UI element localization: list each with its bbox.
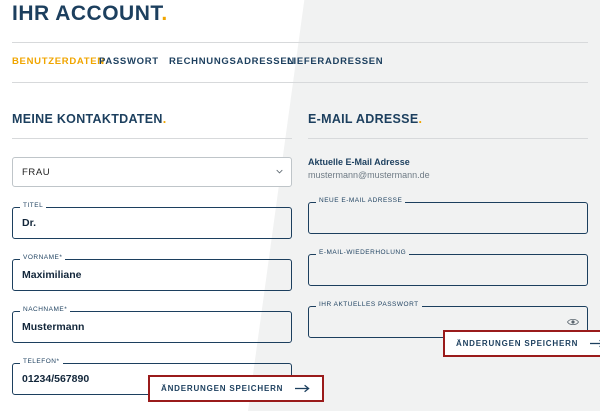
new-email-field xyxy=(308,197,588,234)
tab-benutzerdaten[interactable]: BENUTZERDATEN xyxy=(12,56,105,67)
titel-label: TITEL xyxy=(20,202,46,209)
vorname-label: VORNAME* xyxy=(20,254,65,261)
telefon-label: TELEFON* xyxy=(20,358,63,365)
email-section xyxy=(308,112,588,358)
tab-passwort[interactable]: PASSWORT xyxy=(99,56,159,67)
titel-field xyxy=(12,202,292,239)
tab-bar xyxy=(12,56,588,80)
email-repeat-field xyxy=(308,249,588,286)
email-heading-text: E-MAIL ADRESSE xyxy=(308,112,419,126)
arrow-right-icon xyxy=(295,384,311,393)
page-title-dot: . xyxy=(161,2,168,25)
new-email-input[interactable] xyxy=(308,202,588,234)
current-password-label: IHR AKTUELLES PASSWORT xyxy=(316,301,422,308)
tabs-divider xyxy=(12,82,588,83)
contact-data-section xyxy=(12,112,292,411)
page-title-text: IHR ACCOUNT xyxy=(12,2,162,25)
current-email-label: Aktuelle E-Mail Adresse xyxy=(308,157,410,167)
email-heading-dot: . xyxy=(418,112,423,126)
contact-data-heading-text: MEINE KONTAKTDATEN xyxy=(12,112,163,126)
email-heading xyxy=(308,112,588,126)
nachname-field xyxy=(12,306,292,343)
salutation-select-wrapper xyxy=(12,157,292,187)
save-contact-button[interactable] xyxy=(148,375,324,402)
save-email-button-label: ÄNDERUNGEN SPEICHERN xyxy=(456,339,579,348)
contact-data-heading xyxy=(12,112,292,126)
titel-input[interactable] xyxy=(12,207,292,239)
contact-data-heading-dot: . xyxy=(162,112,167,126)
eye-icon[interactable] xyxy=(567,316,579,328)
vorname-input[interactable] xyxy=(12,259,292,291)
title-divider xyxy=(12,42,588,43)
salutation-select[interactable] xyxy=(12,157,292,187)
page-title xyxy=(12,2,168,26)
tab-rechnungsadressen[interactable]: RECHNUNGSADRESSEN xyxy=(169,56,295,67)
contact-data-divider xyxy=(12,138,292,139)
email-repeat-input[interactable] xyxy=(308,254,588,286)
current-email-value: mustermann@mustermann.de xyxy=(308,170,430,180)
arrow-right-icon xyxy=(590,339,600,348)
nachname-input[interactable] xyxy=(12,311,292,343)
nachname-label: NACHNAME* xyxy=(20,306,70,313)
save-contact-button-label: ÄNDERUNGEN SPEICHERN xyxy=(161,384,284,393)
new-email-label: NEUE E-MAIL ADRESSE xyxy=(316,197,405,204)
email-repeat-label: E-MAIL-WIEDERHOLUNG xyxy=(316,249,409,256)
save-email-button[interactable] xyxy=(443,330,600,357)
vorname-field xyxy=(12,254,292,291)
email-divider xyxy=(308,138,588,139)
tab-lieferadressen[interactable]: LIEFERADRESSEN xyxy=(287,56,384,67)
